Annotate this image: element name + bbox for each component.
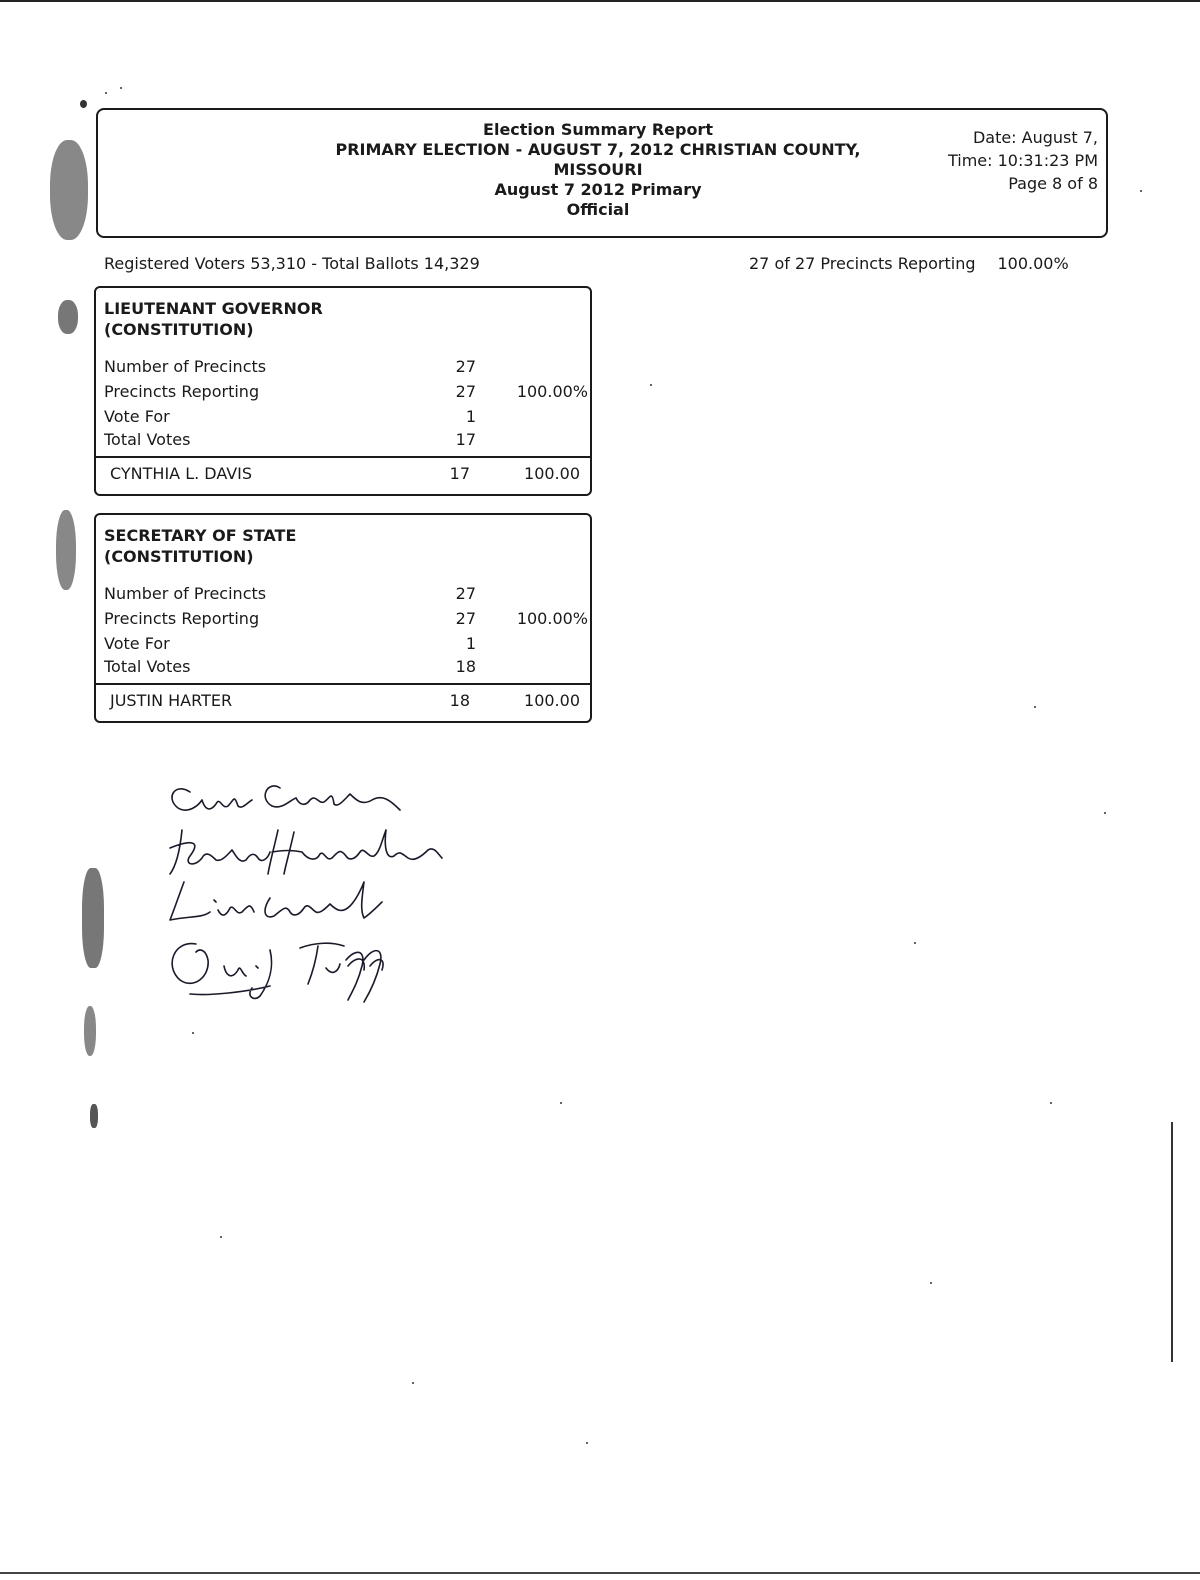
scan-speck bbox=[192, 1032, 194, 1034]
stat-value: 27 bbox=[455, 584, 476, 603]
precincts-reporting-text: 27 of 27 Precincts Reporting bbox=[749, 254, 976, 273]
page-bottom-edge bbox=[0, 1572, 1200, 1574]
stat-label: Number of Precincts bbox=[104, 357, 267, 376]
stat-value: 1 bbox=[465, 634, 476, 653]
scan-speck bbox=[1050, 1102, 1052, 1104]
precincts-reporting-summary bbox=[749, 254, 1069, 273]
header-title-block bbox=[298, 120, 898, 220]
signature-2 bbox=[170, 830, 442, 874]
election-name: August 7 2012 Primary bbox=[494, 180, 702, 199]
scan-speck bbox=[1034, 706, 1036, 708]
stat-percent: 100.00% bbox=[516, 609, 588, 628]
scan-speck bbox=[650, 384, 652, 386]
scan-speck-cluster bbox=[90, 1104, 98, 1128]
election-title-line1: PRIMARY ELECTION - AUGUST 7, 2012 CHRISTIAN COUNTY, bbox=[335, 140, 861, 159]
scan-speck bbox=[120, 87, 122, 89]
results-divider bbox=[96, 456, 590, 458]
scan-speck-cluster bbox=[58, 300, 78, 334]
scan-speck bbox=[80, 100, 87, 108]
scan-speck-cluster bbox=[84, 1006, 96, 1056]
candidate-percent: 100.00 bbox=[524, 691, 580, 710]
report-date: Date: August 7, bbox=[972, 128, 1098, 147]
scan-speck bbox=[1140, 190, 1142, 192]
header-meta bbox=[948, 126, 1098, 195]
stat-label: Precincts Reporting bbox=[104, 609, 260, 628]
report-status: Official bbox=[566, 200, 630, 219]
stat-label: Precincts Reporting bbox=[104, 382, 260, 401]
candidate-votes: 17 bbox=[449, 464, 470, 483]
stat-label: Total Votes bbox=[104, 657, 191, 676]
signature-1 bbox=[172, 786, 400, 810]
stat-value: 1 bbox=[465, 407, 476, 426]
candidate-name: CYNTHIA L. DAVIS bbox=[110, 464, 253, 483]
scan-speck-cluster bbox=[56, 510, 76, 590]
number-of-precincts-row bbox=[104, 356, 584, 378]
scan-speck bbox=[220, 1236, 222, 1238]
report-time: Time: 10:31:23 PM bbox=[947, 151, 1098, 170]
race-box-secretary-of-state bbox=[94, 513, 592, 723]
stat-label: Total Votes bbox=[104, 430, 191, 449]
scan-speck bbox=[914, 942, 916, 944]
page-top-edge bbox=[0, 0, 1200, 2]
report-title: Election Summary Report bbox=[483, 120, 713, 139]
stat-value: 17 bbox=[455, 430, 476, 449]
results-divider bbox=[96, 683, 590, 685]
scan-speck bbox=[930, 1282, 932, 1284]
race-title bbox=[104, 525, 296, 567]
candidate-row bbox=[110, 690, 584, 712]
total-votes-row bbox=[104, 656, 584, 678]
candidate-name: JUSTIN HARTER bbox=[110, 691, 233, 710]
registered-voters-summary: Registered Voters 53,310 - Total Ballots 14,329 bbox=[104, 254, 480, 273]
stat-label: Vote For bbox=[104, 634, 170, 653]
stat-value: 27 bbox=[455, 609, 476, 628]
signature-3 bbox=[170, 882, 382, 920]
page-number: Page 8 of 8 bbox=[1008, 174, 1098, 193]
scan-speck-cluster bbox=[82, 868, 104, 968]
stat-value: 27 bbox=[455, 382, 476, 401]
race-title-line1: SECRETARY OF STATE bbox=[104, 526, 297, 545]
race-title bbox=[104, 298, 323, 340]
signature-4 bbox=[172, 943, 383, 1002]
stat-label: Vote For bbox=[104, 407, 170, 426]
race-title-line2: (CONSTITUTION) bbox=[104, 547, 254, 566]
race-title-line1: LIEUTENANT GOVERNOR bbox=[104, 299, 323, 318]
stat-value: 27 bbox=[455, 357, 476, 376]
candidate-votes: 18 bbox=[449, 691, 470, 710]
report-header bbox=[96, 108, 1108, 238]
candidate-row bbox=[110, 463, 584, 485]
vote-for-row bbox=[104, 406, 584, 428]
race-box-lieutenant-governor bbox=[94, 286, 592, 496]
election-title-line2: MISSOURI bbox=[553, 160, 643, 179]
stat-percent: 100.00% bbox=[516, 382, 588, 401]
scan-speck bbox=[560, 1102, 562, 1104]
scan-speck bbox=[105, 92, 107, 94]
precincts-reporting-pct: 100.00% bbox=[997, 254, 1069, 273]
scan-speck bbox=[1104, 812, 1106, 814]
candidate-percent: 100.00 bbox=[524, 464, 580, 483]
precincts-reporting-row bbox=[104, 381, 588, 403]
scan-speck bbox=[586, 1442, 588, 1444]
total-votes-row bbox=[104, 429, 584, 451]
number-of-precincts-row bbox=[104, 583, 584, 605]
scan-speck bbox=[412, 1382, 414, 1384]
signatures-block bbox=[150, 770, 490, 1010]
stat-label: Number of Precincts bbox=[104, 584, 267, 603]
precincts-reporting-row bbox=[104, 608, 588, 630]
stat-value: 18 bbox=[455, 657, 476, 676]
scan-artifact-line bbox=[1171, 1122, 1173, 1362]
vote-for-row bbox=[104, 633, 584, 655]
scan-speck-cluster bbox=[50, 140, 88, 240]
race-title-line2: (CONSTITUTION) bbox=[104, 320, 254, 339]
